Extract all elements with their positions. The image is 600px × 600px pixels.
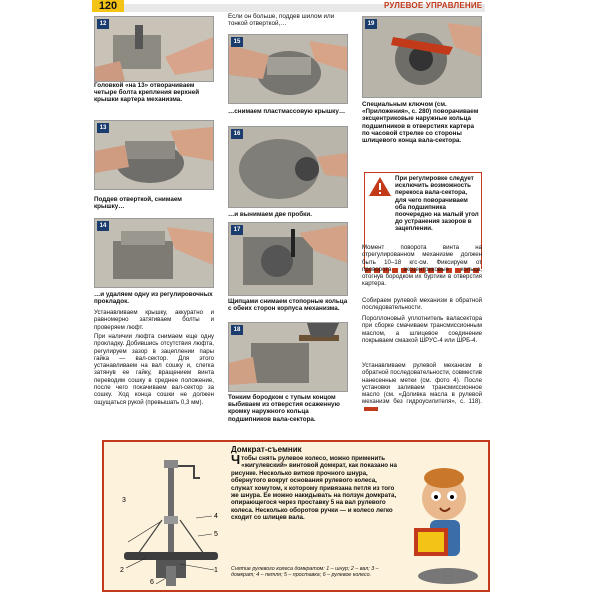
diagram-label-1: 1 bbox=[214, 567, 218, 574]
diagram-label-3: 3 bbox=[122, 497, 126, 504]
photo-18 bbox=[228, 322, 348, 392]
diagram-label-5: 5 bbox=[214, 531, 218, 538]
warning-icon bbox=[368, 176, 392, 197]
caption-12: Головкой «на 13» отворачиваем четыре болта крепления верхней крышки картера механизма. bbox=[94, 82, 200, 104]
photo-number: 17 bbox=[231, 225, 243, 235]
photo-number: 18 bbox=[231, 325, 243, 335]
caption-17: Щипцами снимаем стопорные кольца с обеих сторон корпуса механизма. bbox=[228, 298, 348, 313]
box-caption: Снятие рулевого колеса домкратом: 1 – шнур; 2 – вал; 3 – домкрат; 4 – петля; 5 – проставка; 6 – рулевое колесо. bbox=[231, 566, 379, 579]
left-paragraph-1: Устанавливаем крышку, аккуратно и равномерно затягиваем болты и проверяем люфт. bbox=[94, 309, 214, 331]
photo-number: 14 bbox=[97, 221, 109, 231]
warning-text: При регулировке следует исключить возможность перекоса вала-сектора, для чего поворачиваем оба подшипника поочередно на малый угол до устранения зазоров в зацеплении. bbox=[395, 175, 479, 233]
photo-12 bbox=[94, 16, 214, 82]
photo-15 bbox=[228, 34, 348, 104]
photo-number: 19 bbox=[365, 19, 377, 29]
page-header bbox=[92, 0, 485, 12]
drop-cap: Ч bbox=[231, 452, 241, 467]
photo-13 bbox=[94, 120, 214, 190]
caption-15-top: Если он больше, поддев шилом или тонкой отверткой,… bbox=[228, 13, 335, 28]
end-mark bbox=[364, 407, 378, 411]
section-title: РУЛЕВОЕ УПРАВЛЕНИЕ bbox=[384, 1, 483, 10]
diagram-label-4: 4 bbox=[214, 513, 218, 520]
caption-19: Специальным ключом (см. «Приложения», с. 280) поворачиваем эксцентриковые наружные кольца подшипников в отверстиях картера по часовой стрелке со стороны шлицевого конца вала-сектора. bbox=[362, 101, 479, 145]
caption-15: …снимаем пластмассовую крышку… bbox=[228, 108, 346, 115]
caption-13: Поддев отверткой, снимаем крышку… bbox=[94, 196, 182, 211]
right-paragraph-3: Пороллоновый уплотнитель валасектора при сборке смачиваем трансмиссионным маслом, а шлицевое соединение покрываем смазкой ШРУС-4 или ШРБ-4. bbox=[362, 315, 482, 344]
photo-number: 16 bbox=[231, 129, 243, 139]
box-title: Домкрат-съемник bbox=[231, 445, 302, 454]
photo-number: 12 bbox=[97, 19, 109, 29]
right-paragraph-2: Собираем рулевой механизм в обратной последовательности. bbox=[362, 297, 482, 312]
photo-number: 13 bbox=[97, 123, 109, 133]
left-paragraph-2: При наличии люфта снимаем еще одну прокладку. Добившись отсутствия люфта, регулируем зазор в зацеплении пары гайка — вал-сектор. Для этого устанавливаем на вал сошку и, слегка затянув ее гайку, вращением винта переводим сошку в среднее положение, после чего покачиваем вал-сектор за сошку. Ход конца сошки не должен ощущаться рукой (превышать 0,3 мм). bbox=[94, 333, 214, 406]
jack-puller-diagram bbox=[116, 456, 224, 586]
right-paragraph-4-text: Устанавливаем рулевой механизм в обратной последовательности, совместив нанесенные метки (см. фото 4). После установки заливаем трансмиссионное масло (см. «Доливка масла в рулевой механизм без гидроусилителя», с. 118). bbox=[362, 362, 482, 406]
photo-number: 15 bbox=[231, 37, 243, 47]
photo-17 bbox=[228, 222, 348, 296]
page-number: 120 bbox=[92, 0, 124, 12]
caption-16: …и вынимаем две пробки. bbox=[228, 211, 312, 218]
caption-14: …и удаляем одну из регулировочных прокладок. bbox=[94, 291, 213, 306]
box-text bbox=[231, 452, 399, 522]
right-paragraph-4 bbox=[362, 362, 482, 413]
photo-14 bbox=[94, 218, 214, 288]
right-paragraph-1: Момент поворота винта на отрегулированном механизме должен быть 10–18 кгс·см. Фиксируем от проворота эксцентриковые кольца, отогнув бородком их буртики в отверстия картера. bbox=[362, 244, 482, 288]
sidebar-box bbox=[102, 440, 490, 592]
caption-18: Тонким бородком с тупым концом выбиваем из отверстия осаженную кромку наружного кольца подшипников вала-сектора. bbox=[228, 394, 340, 423]
diagram-label-6: 6 bbox=[150, 579, 154, 586]
mascot-illustration bbox=[404, 464, 484, 586]
box-body: тобы снять рулевое колесо, можно применить «жигулевский» винтовой домкрат, как показано на рисунке. Несколько витков прочного шнура, обернутого вокруг основания рулевого колеса, служат хомутом, к которому привязана петля из того же шнура. Ее можно накидывать на ползун домкрата, опирающегося через проставку 5 на вал рулевого колеса. Несколько оборотов ручки — и колесо легко сходит со шлицев вала. bbox=[231, 455, 397, 522]
photo-16 bbox=[228, 126, 348, 208]
diagram-label-2: 2 bbox=[120, 567, 124, 574]
photo-19 bbox=[362, 16, 482, 98]
